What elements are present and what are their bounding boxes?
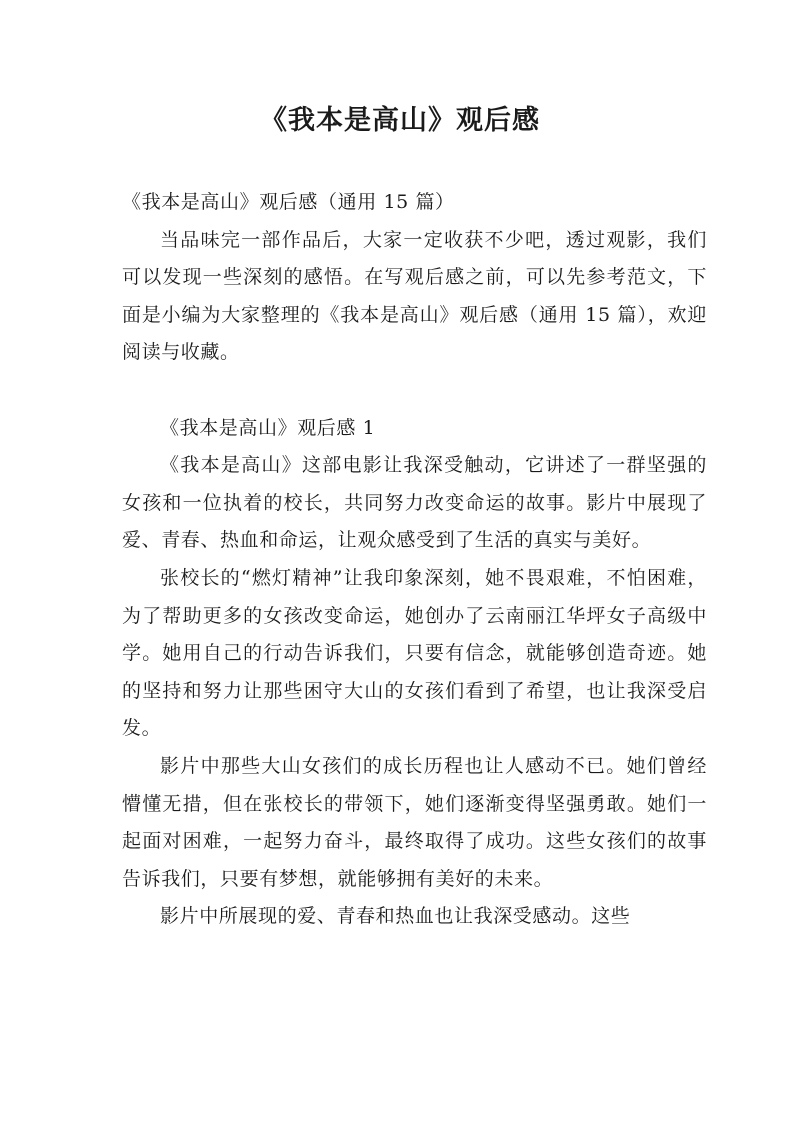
document-subtitle: 《我本是高山》观后感（通用 15 篇）: [122, 191, 455, 213]
section-heading: 《我本是高山》观后感 1: [160, 416, 376, 439]
document-body: [122, 184, 707, 936]
section-spacer: [122, 372, 707, 410]
body-paragraph: 张校长的“燃灯精神”让我印象深刻，她不畏艰难，不怕困难，为了帮助更多的女孩改变命运，她创办了云南丽江华坪女子高级中学。她用自己的行动告诉我们，只要有信念，就能够创造奇迹。她的坚持和努力让那些困守大山的女孩们看到了希望，也让我深受启发。: [122, 566, 707, 740]
document-title: 《我本是高山》观后感: [260, 105, 540, 136]
intro-paragraph: 当品味完一部作品后，大家一定收获不少吧，透过观影，我们可以发现一些深刻的感悟。在写观后感之前，可以先参考范文，下面是小编为大家整理的《我本是高山》观后感（通用 15 篇），欢迎阅读与收藏。: [122, 228, 707, 364]
body-paragraph: 影片中那些大山女孩们的成长历程也让人感动不已。她们曾经懵懂无措，但在张校长的带领下，她们逐渐变得坚强勇敢。她们一起面对困难，一起努力奋斗，最终取得了成功。这些女孩们的故事告诉我们，只要有梦想，就能够拥有美好的未来。: [122, 754, 707, 890]
body-paragraph: 影片中所展现的爱、青春和热血也让我深受感动。这些: [160, 905, 631, 928]
body-paragraph: 《我本是高山》这部电影让我深受触动，它讲述了一群坚强的女孩和一位执着的校长，共同努力改变命运的故事。影片中展现了爱、青春、热血和命运，让观众感受到了生活的真实与美好。: [122, 454, 707, 552]
